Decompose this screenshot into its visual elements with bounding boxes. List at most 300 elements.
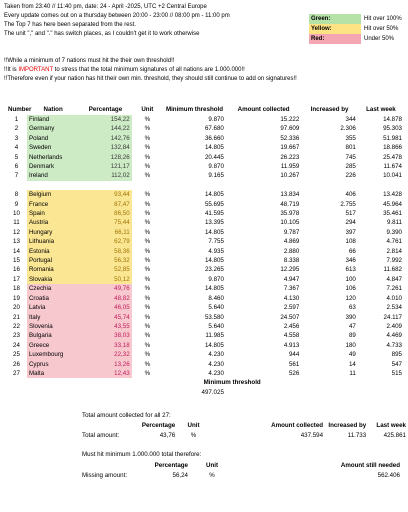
cell-unit: %: [144, 219, 151, 227]
cell-min-threshold: 9.870: [208, 275, 224, 283]
legend-yellow: [309, 24, 404, 34]
cell-rank: 17: [13, 275, 20, 283]
min-threshold-total-value: 497.025: [201, 388, 224, 396]
warning-line-1: !!While a minimum of 7 nations must hit the their own threshold!!: [4, 58, 175, 64]
cell-amount-collected: 10.267: [280, 172, 300, 180]
cell-percentage: 43,55: [79, 322, 131, 331]
cell-last-week: 7.261: [386, 285, 402, 293]
cell-unit: %: [144, 125, 151, 133]
remaining-rows: [6, 190, 404, 378]
top-seven-rows: [6, 115, 404, 181]
cell-min-threshold: 36.660: [204, 134, 224, 142]
cell-percentage: 52,85: [79, 265, 131, 274]
cell-unit: %: [144, 134, 151, 142]
cell-percentage: 12,43: [79, 369, 131, 378]
cell-unit: %: [144, 144, 151, 152]
cell-nation: Estonia: [27, 247, 79, 256]
summary-row-label: Total amount:: [82, 432, 120, 439]
cell-increased-by: 390: [345, 313, 356, 321]
cell-increased-by: 745: [345, 153, 356, 161]
cell-increased-by: 344: [345, 116, 356, 123]
cell-nation: Romania: [27, 265, 79, 274]
cell-min-threshold: 13.395: [204, 219, 224, 227]
cell-nation: Netherlands: [27, 153, 79, 162]
cell-rank: 24: [13, 341, 20, 349]
cell-nation: Portugal: [27, 256, 79, 265]
min-threshold-total: [6, 378, 404, 397]
cell-nation: Sweden: [27, 143, 79, 152]
summary-amount-header: Amount collected: [271, 422, 324, 429]
cell-last-week: 11.674: [383, 163, 402, 171]
warning-line-2-post: to stress that the total minimum signatures of all nations are 1.000.000!!: [53, 67, 245, 73]
cell-unit: %: [144, 210, 151, 218]
summary-unit-header: Unit: [187, 422, 200, 429]
cell-last-week: 14.878: [383, 116, 402, 123]
cell-min-threshold: 5.640: [208, 304, 224, 312]
cell-nation: Poland: [27, 134, 79, 143]
missing-pct-header: Percentage: [154, 462, 188, 469]
cell-amount-collected: 19.667: [280, 144, 300, 152]
table-row: [6, 153, 404, 162]
cell-last-week: 95.303: [383, 125, 402, 133]
cell-increased-by: 2.755: [340, 200, 356, 208]
cell-amount-collected: 2.456: [283, 322, 300, 330]
cell-nation: Slovenia: [27, 322, 79, 331]
table-row: [6, 256, 404, 265]
missing-needed-value: 562.406: [377, 472, 400, 479]
cell-rank: 15: [13, 257, 20, 265]
summary-amount-value: 437.594: [300, 432, 324, 439]
cell-percentage: 13,26: [79, 360, 131, 369]
cell-percentage: 121,17: [79, 162, 131, 171]
cell-percentage: 49,76: [79, 284, 131, 293]
cell-last-week: 7.992: [386, 257, 402, 265]
cell-unit: %: [144, 247, 151, 255]
cell-rank: 14: [13, 247, 20, 255]
missing-unit-value: %: [209, 472, 215, 479]
cell-rank: 27: [13, 369, 20, 377]
missing-table: [80, 461, 402, 481]
table-row: [6, 303, 404, 312]
cell-unit: %: [144, 172, 151, 180]
cell-amount-collected: 4.947: [283, 275, 300, 283]
cell-nation: Greece: [27, 341, 79, 350]
cell-increased-by: 120: [345, 294, 356, 302]
cell-nation: Cyprus: [27, 360, 79, 369]
cell-last-week: 895: [391, 351, 402, 359]
cell-nation: Slovakia: [27, 275, 79, 284]
cell-rank: 3: [14, 134, 19, 142]
summary-pct-value: 43,76: [159, 432, 176, 439]
warning-line-2: [4, 67, 245, 74]
cell-rank: 20: [13, 304, 20, 312]
cell-last-week: 2.409: [386, 322, 402, 330]
cell-rank: 9: [14, 200, 19, 208]
table-row: [6, 341, 404, 350]
cell-last-week: 4.761: [386, 238, 402, 246]
cell-increased-by: 49: [348, 351, 356, 359]
cell-amount-collected: 15.222: [280, 116, 300, 123]
header-line-3: The Top 7 has here been separated from the rest.: [4, 22, 136, 28]
table-row: [6, 360, 404, 369]
cell-percentage: 144,22: [79, 124, 131, 133]
cell-increased-by: 106: [345, 285, 356, 293]
cell-increased-by: 346: [345, 257, 356, 265]
cell-percentage: 86,50: [79, 209, 131, 218]
cell-amount-collected: 13.834: [280, 191, 300, 199]
header-increased-by: Increased by: [310, 105, 349, 113]
cell-last-week: 4.847: [386, 275, 402, 283]
cell-rank: 21: [13, 313, 20, 321]
table-row: [6, 247, 404, 256]
cell-increased-by: 63: [348, 304, 356, 312]
cell-last-week: 45.964: [383, 200, 402, 208]
cell-increased-by: 2.306: [340, 125, 356, 133]
cell-increased-by: 801: [345, 144, 356, 152]
cell-last-week: 515: [391, 369, 402, 377]
table-row: [6, 237, 404, 246]
cell-last-week: 4.469: [386, 332, 402, 340]
cell-nation: Belgium: [27, 190, 79, 199]
cell-unit: %: [144, 313, 151, 321]
cell-nation: Latvia: [27, 303, 79, 312]
cell-percentage: 128,26: [79, 153, 131, 162]
cell-increased-by: 66: [348, 247, 356, 255]
cell-increased-by: 11: [349, 369, 356, 377]
table-row: [6, 134, 404, 143]
cell-percentage: 93,44: [79, 190, 131, 199]
cell-percentage: 66,11: [79, 228, 131, 237]
table-row: [6, 275, 404, 284]
cell-rank: 4: [14, 144, 19, 152]
table-row: [6, 171, 404, 180]
table-row: [6, 294, 404, 303]
cell-percentage: 75,44: [79, 218, 131, 227]
cell-min-threshold: 9.870: [208, 116, 224, 123]
cell-rank: 10: [13, 210, 20, 218]
cell-amount-collected: 4.130: [283, 294, 300, 302]
missing-needed-header: Amount still needed: [340, 462, 400, 469]
cell-nation: Germany: [27, 124, 79, 133]
cell-min-threshold: 14.805: [204, 341, 224, 349]
legend-green-text: Hit over 100%: [364, 16, 402, 22]
cell-min-threshold: 14.805: [204, 257, 224, 265]
cell-last-week: 51.981: [383, 134, 402, 142]
cell-unit: %: [144, 228, 151, 236]
cell-nation: Bulgaria: [27, 331, 79, 340]
cell-min-threshold: 14.805: [204, 144, 224, 152]
summary-inc-header: Increased by: [328, 422, 367, 429]
table-row: [6, 115, 404, 124]
legend-red: [309, 34, 404, 44]
cell-rank: 16: [13, 266, 20, 274]
header-unit: Unit: [141, 105, 154, 113]
cell-last-week: 13.428: [383, 191, 402, 199]
cell-amount-collected: 52.336: [280, 134, 300, 142]
cell-last-week: 547: [391, 360, 402, 368]
cell-amount-collected: 4.913: [283, 341, 300, 349]
header-last-week: Last week: [366, 105, 396, 113]
cell-nation: France: [27, 200, 79, 209]
cell-rank: 8: [14, 191, 19, 199]
cell-unit: %: [144, 304, 151, 312]
cell-unit: %: [144, 238, 151, 246]
summary-last-header: Last week: [376, 422, 406, 429]
cell-percentage: 50,12: [79, 275, 131, 284]
cell-increased-by: 108: [345, 238, 356, 246]
table-row: [6, 200, 404, 209]
cell-min-threshold: 4.230: [208, 369, 224, 377]
header-percentage: Percentage: [88, 105, 123, 113]
cell-unit: %: [144, 322, 151, 330]
missing-title: Must hit minimum 1.000.000 total therefore:: [82, 451, 202, 458]
cell-nation: Finland: [27, 115, 79, 124]
cell-min-threshold: 23.265: [204, 266, 224, 274]
cell-percentage: 38,03: [79, 331, 131, 340]
cell-percentage: 33,18: [79, 341, 131, 350]
cell-percentage: 62,79: [79, 237, 131, 246]
cell-rank: 23: [13, 332, 20, 340]
cell-nation: Spain: [27, 209, 79, 218]
cell-nation: Italy: [27, 313, 79, 322]
cell-min-threshold: 67.680: [204, 125, 224, 133]
cell-unit: %: [144, 360, 151, 368]
cell-unit: %: [144, 163, 151, 171]
cell-last-week: 24.117: [383, 313, 402, 321]
cell-increased-by: 226: [345, 172, 356, 180]
summary-last-value: 425.861: [383, 432, 406, 439]
table-row: [6, 190, 404, 199]
cell-nation: Ireland: [27, 171, 79, 180]
warning-line-2-pre: !!It is: [4, 67, 19, 73]
cell-rank: 1: [14, 116, 19, 123]
table-row: [6, 331, 404, 340]
cell-unit: %: [144, 257, 151, 265]
cell-rank: 11: [13, 219, 20, 227]
cell-amount-collected: 2.597: [283, 304, 300, 312]
header-min-threshold: Minimum threshold: [165, 105, 223, 113]
cell-rank: 18: [13, 285, 20, 293]
signature-table: [6, 104, 404, 397]
table-row: [6, 162, 404, 171]
cell-rank: 25: [13, 351, 20, 359]
cell-min-threshold: 11.985: [205, 332, 224, 340]
cell-last-week: 18.866: [383, 144, 402, 152]
cell-min-threshold: 4.935: [208, 247, 224, 255]
table-row: [6, 313, 404, 322]
cell-unit: %: [144, 266, 151, 274]
cell-last-week: 4.733: [386, 341, 402, 349]
table-row: [6, 322, 404, 331]
cell-min-threshold: 5.640: [208, 322, 224, 330]
header-line-1: Taken from 23:40 // 11:40 pm, date: 24 - April -2025, UTC +2 Central Europe: [4, 4, 207, 10]
table-row: [6, 350, 404, 359]
cell-percentage: 112,02: [79, 171, 131, 180]
cell-percentage: 22,32: [79, 350, 131, 359]
cell-unit: %: [144, 285, 151, 293]
cell-min-threshold: 9.870: [208, 163, 224, 171]
cell-percentage: 46,05: [79, 303, 131, 312]
cell-increased-by: 285: [345, 163, 356, 171]
table-header-row: [6, 104, 404, 115]
cell-unit: %: [144, 294, 151, 302]
table-row: [6, 124, 404, 133]
cell-nation: Denmark: [27, 162, 79, 171]
cell-percentage: 56,32: [79, 256, 131, 265]
warning-line-3: !!Therefore even if your nation has hit their own min. threshold, they should still continue to add on signatures!!: [4, 76, 297, 82]
cell-min-threshold: 9.165: [208, 172, 224, 180]
cell-percentage: 142,76: [79, 134, 131, 143]
cell-percentage: 87,47: [79, 200, 131, 209]
cell-amount-collected: 561: [288, 360, 300, 368]
cell-nation: Hungary: [27, 228, 79, 237]
cell-amount-collected: 24.507: [280, 313, 300, 321]
table-row: [6, 369, 404, 378]
cell-last-week: 4.010: [386, 294, 402, 302]
cell-amount-collected: 944: [288, 351, 300, 359]
cell-min-threshold: 4.230: [208, 360, 224, 368]
table-row: [6, 218, 404, 227]
cell-increased-by: 100: [345, 275, 356, 283]
cell-min-threshold: 41.595: [204, 210, 224, 218]
cell-nation: Croatia: [27, 294, 79, 303]
missing-unit-header: Unit: [205, 462, 219, 469]
header-line-4: The unit "," and "." has switch places, as I couldn't get it to work otherwise: [4, 31, 200, 37]
cell-nation: Austria: [27, 218, 79, 227]
legend-yellow-label: Yellow:: [309, 24, 361, 34]
cell-percentage: 48,82: [79, 294, 131, 303]
cell-unit: %: [144, 341, 151, 349]
cell-unit: %: [144, 275, 151, 283]
summary-title: Total amount collected for all 27:: [82, 412, 171, 419]
cell-rank: 19: [13, 294, 20, 302]
cell-min-threshold: 53.580: [204, 313, 224, 321]
table-gap: [6, 181, 404, 190]
cell-last-week: 2.534: [386, 304, 402, 312]
cell-last-week: 35.461: [383, 210, 402, 218]
min-threshold-total-label: Minimum threshold: [203, 379, 261, 387]
cell-increased-by: 355: [345, 134, 356, 142]
cell-last-week: 9.390: [386, 228, 402, 236]
cell-rank: 5: [14, 153, 19, 161]
cell-percentage: 132,84: [79, 143, 131, 152]
legend-red-label: Red:: [309, 34, 361, 44]
cell-amount-collected: 526: [288, 369, 300, 377]
cell-amount-collected: 9.787: [283, 228, 300, 236]
cell-increased-by: 613: [345, 266, 356, 274]
cell-unit: %: [144, 200, 151, 208]
cell-percentage: 45,74: [79, 313, 131, 322]
cell-amount-collected: 12.295: [280, 266, 300, 274]
legend-red-text: Under 50%: [364, 36, 395, 42]
cell-rank: 26: [13, 360, 20, 368]
table-row: [6, 284, 404, 293]
cell-unit: %: [144, 332, 151, 340]
cell-amount-collected: 35.978: [280, 210, 300, 218]
missing-row-label: Missing amount:: [82, 472, 128, 479]
cell-percentage: 154,22: [79, 115, 131, 124]
table-row: [6, 228, 404, 237]
legend-green-label: Green:: [309, 14, 361, 24]
cell-unit: %: [144, 351, 151, 359]
cell-rank: 12: [13, 228, 20, 236]
cell-nation: Malta: [27, 369, 79, 378]
cell-min-threshold: 14.805: [204, 285, 224, 293]
cell-min-threshold: 7.755: [208, 238, 224, 246]
header-nation: Nation: [43, 105, 63, 113]
summary-inc-value: 11.733: [347, 432, 367, 439]
cell-increased-by: 294: [345, 219, 356, 227]
table-row: [6, 143, 404, 152]
cell-min-threshold: 55.695: [204, 200, 224, 208]
cell-rank: 7: [14, 172, 19, 180]
cell-increased-by: 14: [348, 360, 356, 368]
cell-increased-by: 397: [345, 228, 356, 236]
header-line-2: Every update comes out on a thursday between 20:00 - 23:00 // 08:00 pm - 11:00 pm: [4, 13, 230, 19]
cell-percentage: 58,36: [79, 247, 131, 256]
cell-amount-collected: 2.880: [283, 247, 300, 255]
header-amount-collected: Amount collected: [237, 105, 290, 113]
cell-unit: %: [144, 153, 151, 161]
cell-last-week: 11.682: [383, 266, 402, 274]
color-legend: [309, 14, 404, 44]
cell-amount-collected: 26.223: [280, 153, 300, 161]
cell-last-week: 10.041: [383, 172, 402, 180]
cell-amount-collected: 4.558: [283, 332, 300, 340]
cell-increased-by: 406: [345, 191, 356, 199]
cell-amount-collected: 8.338: [283, 257, 300, 265]
cell-nation: Luxembourg: [27, 350, 79, 359]
legend-green: [309, 14, 404, 24]
cell-last-week: 9.811: [386, 219, 402, 227]
cell-rank: 2: [14, 125, 19, 133]
cell-last-week: 25.478: [383, 153, 402, 161]
cell-min-threshold: 8.460: [208, 294, 224, 302]
cell-rank: 22: [13, 322, 20, 330]
cell-amount-collected: 48.719: [280, 200, 300, 208]
legend-yellow-text: Hit over 50%: [364, 26, 399, 32]
warning-important-text: IMPORTANT: [18, 67, 54, 73]
cell-min-threshold: 14.805: [204, 228, 224, 236]
cell-amount-collected: 97.609: [280, 125, 300, 133]
cell-increased-by: 180: [345, 341, 356, 349]
summary-pct-header: Percentage: [141, 422, 176, 429]
cell-last-week: 2.814: [386, 247, 402, 255]
cell-unit: %: [144, 191, 151, 199]
cell-rank: 13: [13, 238, 20, 246]
cell-amount-collected: 4.869: [283, 238, 300, 246]
table-row: [6, 265, 404, 274]
cell-amount-collected: 7.367: [283, 285, 300, 293]
cell-amount-collected: 11.959: [280, 163, 300, 171]
summary-table: [80, 421, 408, 441]
cell-increased-by: 89: [348, 332, 356, 340]
cell-min-threshold: 14.805: [204, 191, 224, 199]
cell-amount-collected: 10.105: [280, 219, 300, 227]
cell-increased-by: 47: [348, 322, 356, 330]
summary-unit-value: %: [190, 432, 197, 439]
missing-pct-value: 56,24: [172, 472, 188, 479]
cell-increased-by: 517: [345, 210, 356, 218]
cell-nation: Czechia: [27, 284, 79, 293]
cell-rank: 6: [14, 163, 19, 171]
cell-min-threshold: 4.230: [208, 351, 224, 359]
cell-unit: %: [144, 116, 151, 123]
header-rank: Number: [8, 105, 32, 113]
cell-nation: Lithuania: [27, 237, 79, 246]
cell-min-threshold: 20.445: [204, 153, 224, 161]
cell-unit: %: [144, 369, 151, 377]
